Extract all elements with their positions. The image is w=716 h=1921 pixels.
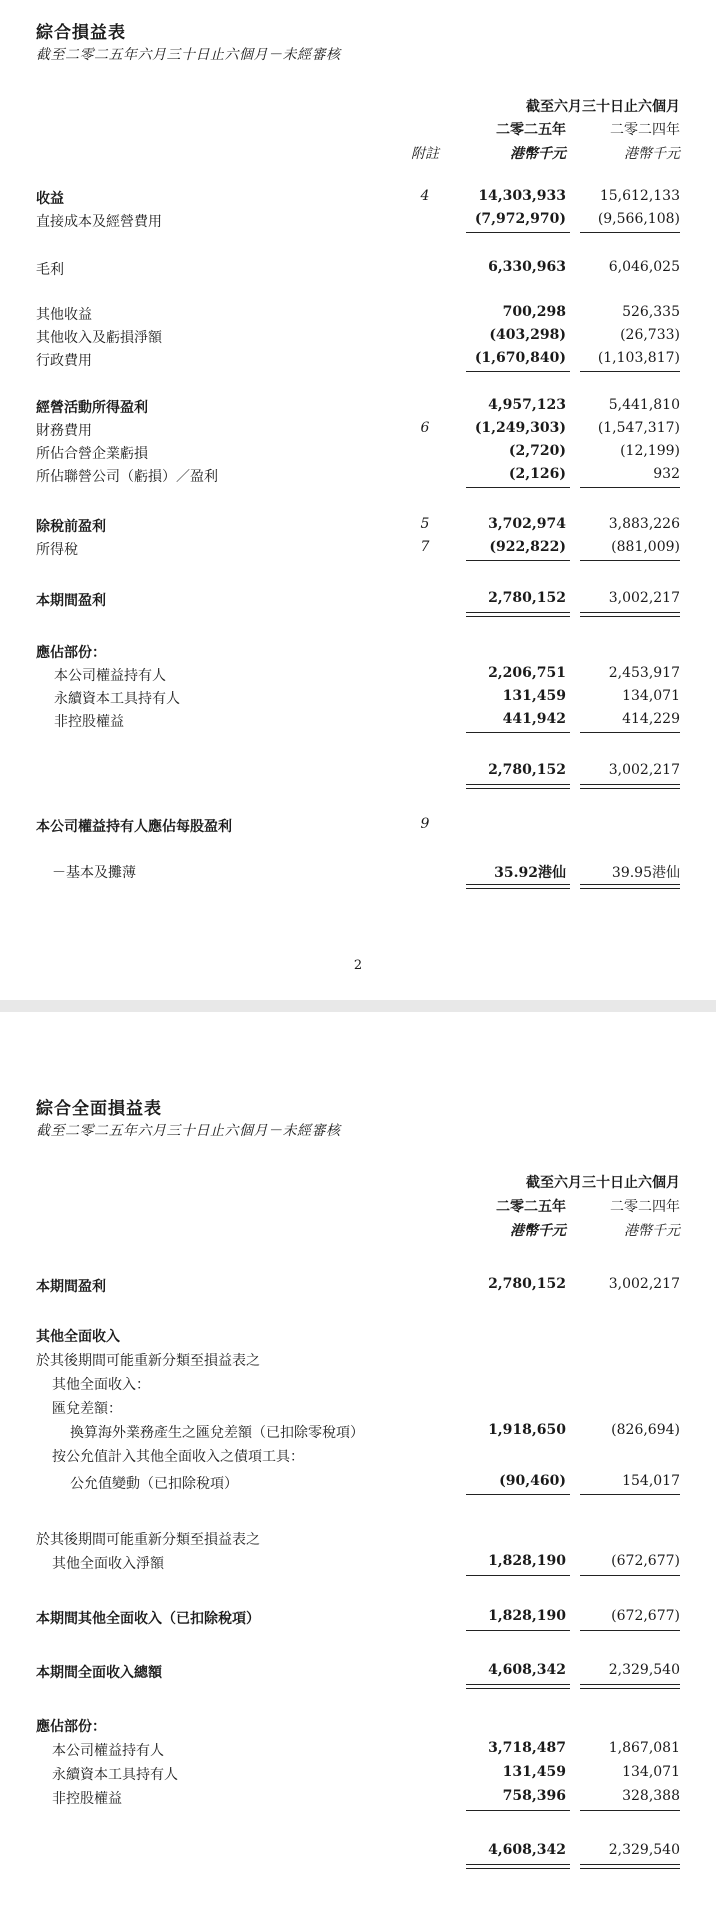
row-label: 公允值變動（已扣除稅項） — [70, 1476, 238, 1492]
value-2025: 35.92港仙 — [494, 865, 566, 881]
row-label: 本期間其他全面收入（已扣除稅項） — [36, 1611, 260, 1627]
total-double-rule — [466, 784, 570, 789]
value-2024: 3,002,217 — [608, 762, 680, 778]
value-2024: 134,071 — [622, 688, 680, 704]
row-note: 6 — [420, 420, 430, 436]
value-2025: 14,303,933 — [478, 188, 566, 204]
value-2024: (1,547,317) — [597, 420, 680, 436]
subtotal-rule — [580, 1575, 680, 1576]
value-2025: (922,822) — [489, 539, 566, 555]
col1-year: 二零二五年 — [496, 122, 566, 138]
subtotal-rule — [466, 560, 570, 561]
subtotal-rule — [466, 1575, 570, 1576]
total-double-rule — [466, 1684, 570, 1689]
value-2024: 15,612,133 — [599, 188, 680, 204]
page-number: 2 — [353, 958, 363, 973]
row-label: 本公司權益持有人應佔每股盈利 — [36, 819, 232, 835]
value-2025: 2,780,152 — [488, 762, 566, 778]
row-label: 其他全面收入淨額 — [52, 1556, 164, 1572]
row-label: 除稅前盈利 — [36, 519, 106, 535]
page-title: 綜合全面損益表 — [36, 1099, 162, 1119]
row-label: 其他收入及虧損淨額 — [36, 330, 162, 346]
row-label: 所得稅 — [36, 542, 78, 558]
row-label: 其他全面收入 — [36, 1329, 120, 1345]
row-label: 收益 — [36, 191, 64, 207]
page-subtitle: 截至二零二五年六月三十日止六個月－未經審核 — [36, 47, 341, 63]
value-2025: 2,206,751 — [488, 665, 566, 681]
subtotal-rule — [466, 732, 570, 733]
value-2025: 1,828,190 — [488, 1553, 566, 1569]
total-double-rule — [466, 612, 570, 617]
period-header: 截至六月三十日止六個月 — [526, 1175, 680, 1191]
value-2025: 4,608,342 — [488, 1842, 566, 1858]
value-2025: (2,126) — [508, 466, 566, 482]
value-2025: 131,459 — [502, 688, 566, 704]
value-2024: 2,329,540 — [608, 1662, 680, 1678]
row-label: 本公司權益持有人 — [52, 1743, 164, 1759]
col2-unit: 港幣千元 — [624, 1223, 680, 1239]
row-label: 本公司權益持有人 — [54, 668, 166, 684]
value-2024: 1,867,081 — [608, 1740, 680, 1756]
value-2024: (672,677) — [611, 1553, 680, 1569]
row-label: 毛利 — [36, 262, 64, 278]
value-2025: (403,298) — [489, 327, 566, 343]
value-2025: 6,330,963 — [488, 259, 566, 275]
value-2024: 3,883,226 — [608, 516, 680, 532]
row-label: 經營活動所得盈利 — [36, 400, 148, 416]
row-label: 換算海外業務產生之匯兌差額（已扣除零稅項） — [70, 1425, 364, 1441]
total-double-rule — [580, 1864, 680, 1869]
value-2025: 2,780,152 — [488, 590, 566, 606]
value-2025: (7,972,970) — [474, 211, 566, 227]
value-2025: 1,828,190 — [488, 1608, 566, 1624]
row-note: 9 — [420, 816, 430, 832]
value-2025: 758,396 — [502, 1788, 566, 1804]
row-label: 其他全面收入： — [52, 1377, 150, 1393]
value-2024: (12,199) — [620, 443, 680, 459]
subtotal-rule — [466, 1810, 570, 1811]
row-note: 4 — [420, 188, 430, 204]
subtotal-rule — [580, 487, 680, 488]
total-double-rule — [466, 1864, 570, 1869]
row-label: 本期間全面收入總額 — [36, 1665, 162, 1681]
row-label: 永續資本工具持有人 — [52, 1767, 178, 1783]
value-2024: (826,694) — [611, 1422, 680, 1438]
subtotal-rule — [580, 732, 680, 733]
row-label: 按公允值計入其他全面收入之債項工具： — [52, 1449, 304, 1465]
page-subtitle: 截至二零二五年六月三十日止六個月－未經審核 — [36, 1123, 341, 1139]
row-label: 匯兌差額： — [52, 1401, 122, 1417]
value-2025: (1,249,303) — [474, 420, 566, 436]
row-label: 應佔部份： — [36, 645, 106, 661]
page-separator — [0, 1000, 716, 1012]
subtotal-rule — [580, 560, 680, 561]
value-2024: 414,229 — [622, 711, 680, 727]
value-2024: 2,329,540 — [608, 1842, 680, 1858]
total-double-rule — [580, 612, 680, 617]
row-label: 非控股權益 — [54, 714, 124, 730]
row-label: 本期間盈利 — [36, 593, 106, 609]
value-2024: 3,002,217 — [608, 1276, 680, 1292]
value-2025: 2,780,152 — [488, 1276, 566, 1292]
value-2025: 4,957,123 — [488, 397, 566, 413]
value-2024: (26,733) — [620, 327, 680, 343]
row-label: 非控股權益 — [52, 1791, 122, 1807]
value-2024: 134,071 — [622, 1764, 680, 1780]
row-label: 直接成本及經營費用 — [36, 214, 162, 230]
row-label: 財務費用 — [36, 423, 92, 439]
subtotal-rule — [580, 1630, 680, 1631]
row-label: 於其後期間可能重新分類至損益表之 — [36, 1353, 260, 1369]
total-double-rule — [466, 884, 570, 889]
value-2024: 5,441,810 — [608, 397, 680, 413]
value-2024: 6,046,025 — [608, 259, 680, 275]
value-2024: 39.95港仙 — [611, 865, 680, 881]
note-header: 附註 — [411, 146, 439, 162]
row-label: 行政費用 — [36, 353, 92, 369]
total-double-rule — [580, 784, 680, 789]
col1-unit: 港幣千元 — [510, 146, 566, 162]
value-2025: 3,718,487 — [488, 1740, 566, 1756]
value-2024: 932 — [653, 466, 680, 482]
value-2024: 328,388 — [622, 1788, 680, 1804]
row-label: －基本及攤薄 — [52, 865, 136, 881]
row-note: 7 — [420, 539, 430, 555]
col1-year: 二零二五年 — [496, 1199, 566, 1215]
subtotal-rule — [580, 232, 680, 233]
row-label: 本期間盈利 — [36, 1279, 106, 1295]
value-2025: 131,459 — [502, 1764, 566, 1780]
row-label: 所佔聯營公司（虧損）／盈利 — [36, 469, 218, 485]
col2-unit: 港幣千元 — [624, 146, 680, 162]
value-2025: (1,670,840) — [474, 350, 566, 366]
subtotal-rule — [580, 1494, 680, 1495]
value-2024: 526,335 — [622, 304, 680, 320]
page-title: 綜合損益表 — [36, 23, 126, 43]
value-2025: 441,942 — [502, 711, 566, 727]
total-double-rule — [580, 1684, 680, 1689]
total-double-rule — [580, 884, 680, 889]
value-2024: (9,566,108) — [597, 211, 680, 227]
subtotal-rule — [466, 1630, 570, 1631]
subtotal-rule — [466, 1494, 570, 1495]
col2-year: 二零二四年 — [610, 1199, 680, 1215]
col2-year: 二零二四年 — [610, 122, 680, 138]
value-2024: (672,677) — [611, 1608, 680, 1624]
row-label: 於其後期間可能重新分類至損益表之 — [36, 1532, 260, 1548]
value-2024: 154,017 — [622, 1473, 680, 1489]
value-2025: 3,702,974 — [488, 516, 566, 532]
comprehensive-statement-page — [0, 1012, 716, 1921]
subtotal-rule — [580, 371, 680, 372]
row-label: 永續資本工具持有人 — [54, 691, 180, 707]
row-label: 所佔合營企業虧損 — [36, 446, 148, 462]
value-2025: (90,460) — [499, 1473, 566, 1489]
row-note: 5 — [420, 516, 430, 532]
value-2024: (1,103,817) — [597, 350, 680, 366]
value-2025: 700,298 — [502, 304, 566, 320]
row-label: 其他收益 — [36, 307, 92, 323]
value-2024: 3,002,217 — [608, 590, 680, 606]
period-header: 截至六月三十日止六個月 — [526, 99, 680, 115]
value-2025: 1,918,650 — [488, 1422, 566, 1438]
subtotal-rule — [466, 371, 570, 372]
value-2025: (2,720) — [508, 443, 566, 459]
col1-unit: 港幣千元 — [510, 1223, 566, 1239]
subtotal-rule — [580, 1810, 680, 1811]
value-2024: 2,453,917 — [608, 665, 680, 681]
value-2024: (881,009) — [611, 539, 680, 555]
subtotal-rule — [466, 232, 570, 233]
value-2025: 4,608,342 — [488, 1662, 566, 1678]
subtotal-rule — [466, 487, 570, 488]
row-label: 應佔部份： — [36, 1719, 106, 1735]
